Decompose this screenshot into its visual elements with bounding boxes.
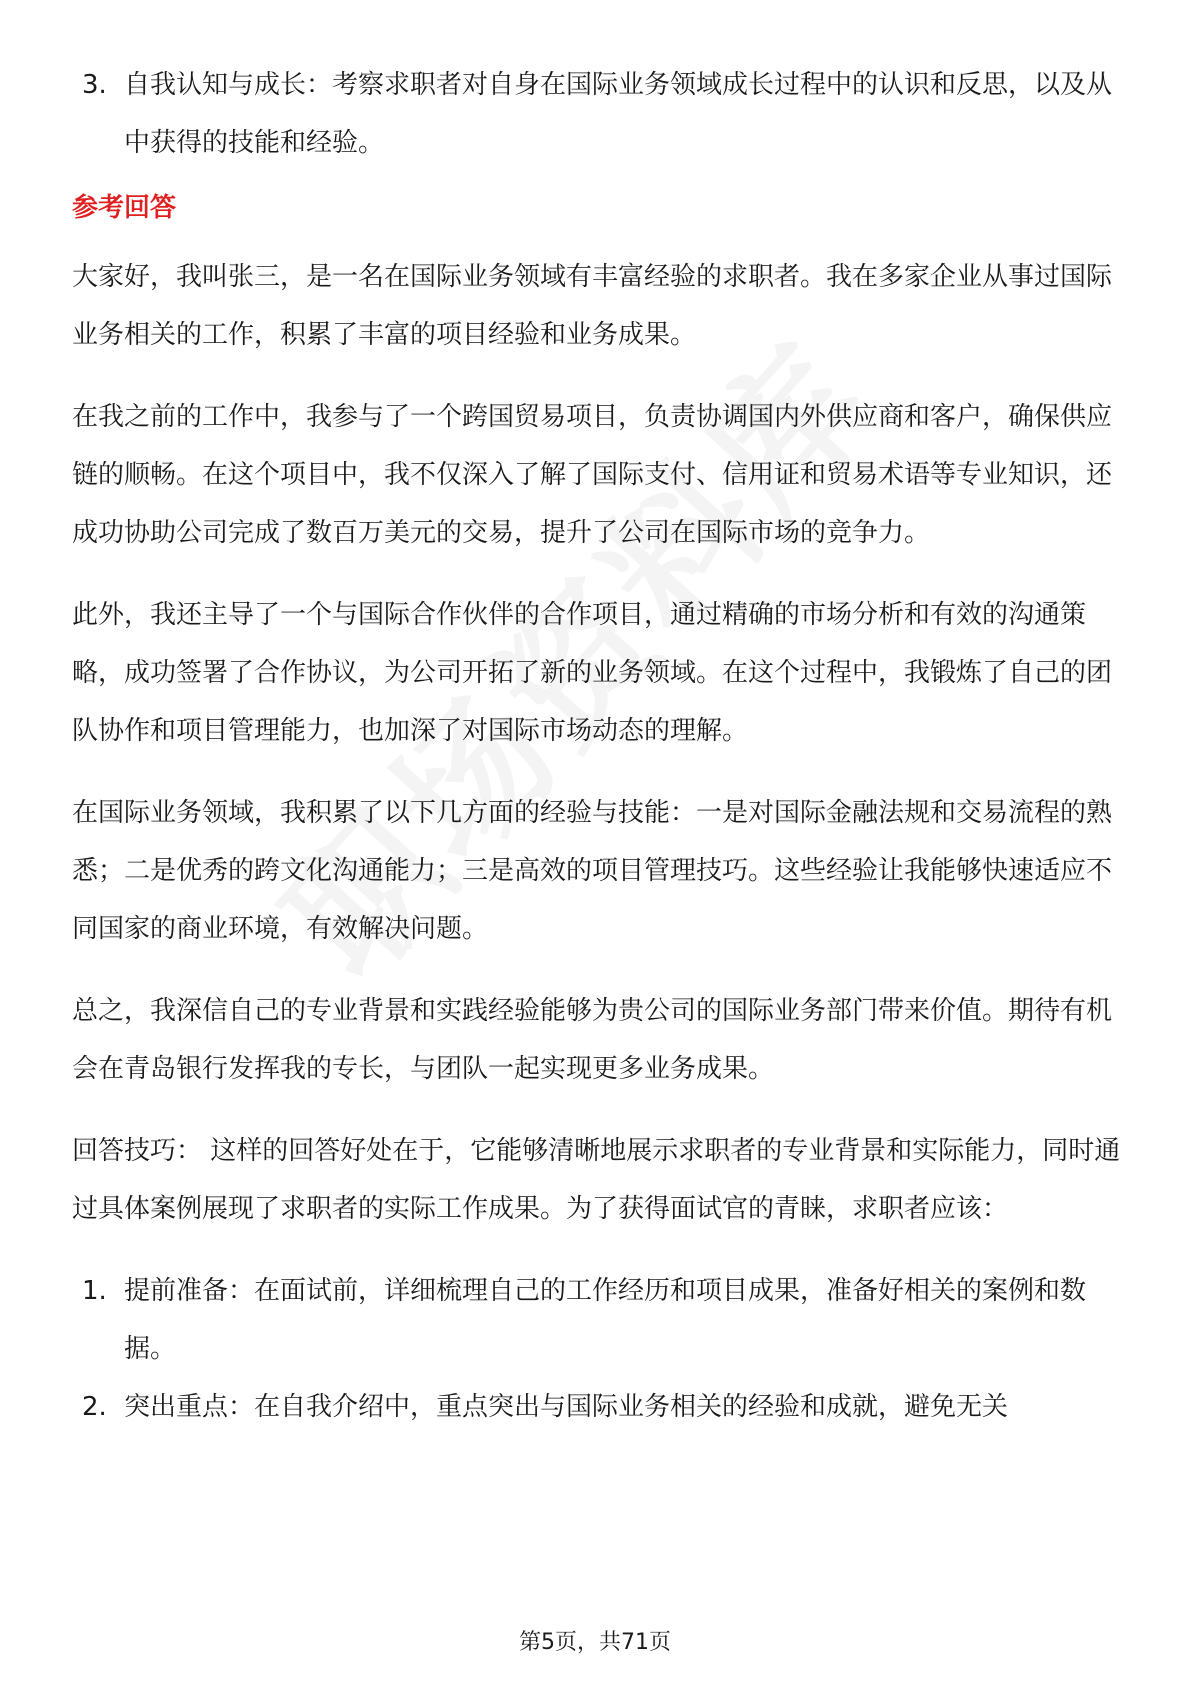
paragraph-conclusion: 总之，我深信自己的专业背景和实践经验能够为贵公司的国际业务部门带来价值。期待有机会在青岛银行发挥我的专长，与团队一起实现更多业务成果。 xyxy=(72,996,1113,1084)
list-item-3 xyxy=(72,56,1122,172)
list-item-1 xyxy=(72,1262,1122,1378)
list-item-text: 考察求职者对自身在国际业务领域成长过程中的认识和反思，以及从中获得的技能和经验。 xyxy=(124,70,1113,158)
list-item-label: 提前准备： xyxy=(124,1276,255,1306)
list-number: 3. xyxy=(82,70,107,100)
paragraph-project: 在我之前的工作中，我参与了一个跨国贸易项目，负责协调国内外供应商和客户，确保供应链的顺畅。在这个项目中，我不仅深入了解了国际支付、信用证和贸易术语等专业知识，还成功协助公司完成了数百万美元的交易，提升了公司在国际市场的竞争力。 xyxy=(72,402,1113,548)
list-number: 2. xyxy=(82,1392,107,1422)
paragraph-intro: 大家好，我叫张三，是一名在国际业务领域有丰富经验的求职者。我在多家企业从事过国际业务相关的工作，积累了丰富的项目经验和业务成果。 xyxy=(72,262,1113,350)
paragraph-tips: 回答技巧： 这样的回答好处在于，它能够清晰地展示求职者的专业背景和实际能力，同时通过具体案例展现了求职者的实际工作成果。为了获得面试官的青睐，求职者应该： xyxy=(72,1136,1121,1224)
list-item-label: 突出重点： xyxy=(124,1392,255,1422)
paragraph-skills: 在国际业务领域，我积累了以下几方面的经验与技能：一是对国际金融法规和交易流程的熟悉；二是优秀的跨文化沟通能力；三是高效的项目管理技巧。这些经验让我能够快速适应不同国家的商业环境，有效解决问题。 xyxy=(72,798,1113,944)
list-item-label: 自我认知与成长： xyxy=(124,70,333,100)
section-title: 参考回答 xyxy=(72,193,177,223)
tips-list xyxy=(72,1262,1122,1436)
page-content xyxy=(72,56,1122,1436)
list-item-text: 在面试前，详细梳理自己的工作经历和项目成果，准备好相关的案例和数据。 xyxy=(124,1276,1087,1364)
list-number: 1. xyxy=(82,1276,107,1306)
page-footer: 第5页，共71页 xyxy=(519,1630,671,1655)
paragraph-partnership: 此外，我还主导了一个与国际合作伙伴的合作项目，通过精确的市场分析和有效的沟通策略，成功签署了合作协议，为公司开拓了新的业务领域。在这个过程中，我锻炼了自己的团队协作和项目管理能力，也加深了对国际市场动态的理解。 xyxy=(72,600,1113,746)
list-item-2 xyxy=(72,1378,1122,1436)
list-item-text: 在自我介绍中，重点突出与国际业务相关的经验和成就，避免无关 xyxy=(254,1392,1009,1422)
